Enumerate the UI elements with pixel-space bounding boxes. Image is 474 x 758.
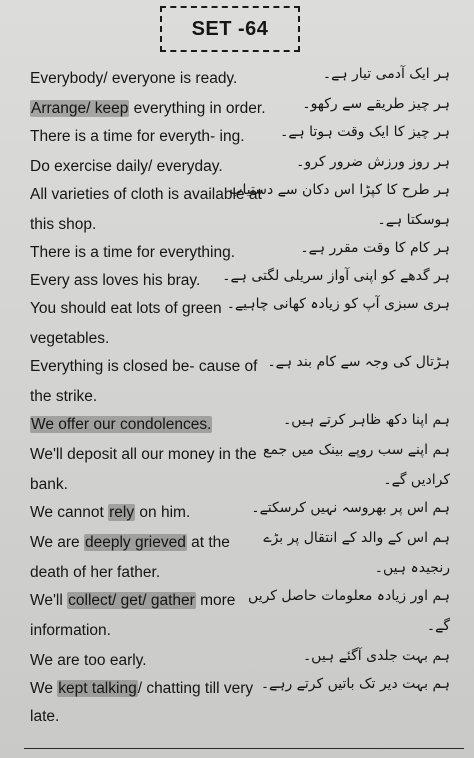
urdu-translation: ہڑتال کی وجہ سے کام بند ہے۔ — [267, 354, 450, 370]
urdu-translation: ہر طرح کا کپڑا اس دکان سے دستیاب — [229, 182, 450, 198]
urdu-translation: ہم بہت جلدی آگئے ہیں۔ — [302, 648, 450, 664]
phrase-row — [0, 354, 474, 386]
english-text: vegetables. — [30, 330, 110, 347]
urdu-translation: ہم بہت دیر تک باتیں کرتے رہے۔ — [260, 676, 450, 692]
english-text: death of her father. — [30, 564, 161, 581]
english-text-part: everything in order. — [129, 100, 266, 117]
english-text-part: on him. — [135, 504, 191, 521]
urdu-translation: ہر چیز کا ایک وقت ہوتا ہے۔ — [280, 124, 450, 140]
english-text-part: We cannot — [30, 504, 109, 521]
urdu-translation: ہر روز ورزش ضرور کرو۔ — [296, 154, 450, 170]
english-text: late. — [30, 708, 60, 725]
english-text-part: We are — [30, 534, 84, 551]
urdu-translation: ہر چیز طریقے سے رکھو۔ — [302, 96, 450, 112]
english-text-part: We'll — [30, 592, 68, 609]
english-text — [30, 680, 253, 698]
english-text-part: more — [195, 592, 236, 609]
phrase-row — [0, 588, 474, 620]
set-title: SET -64 — [191, 17, 269, 40]
phrase-row — [0, 442, 474, 474]
english-text: There is a time for everyth- ing. — [30, 128, 245, 145]
phrase-row — [0, 530, 474, 562]
english-text: Every ass loves his bray. — [30, 272, 201, 289]
urdu-translation: ہم اس کے والد کے انتقال پر بڑے — [263, 530, 450, 546]
urdu-translation: ہم اپنے سب روپے بینک میں جمع — [263, 442, 450, 458]
highlighted-phrase: kept talking — [58, 680, 137, 697]
english-text: the strike. — [30, 388, 98, 405]
english-text-part: at the — [186, 534, 230, 551]
urdu-translation: ہم اپنا دکھ ظاہر کرتے ہیں۔ — [283, 412, 450, 428]
phrase-row — [0, 704, 474, 736]
english-text: bank. — [30, 476, 68, 493]
phrase-row — [0, 296, 474, 328]
highlighted-phrase: deeply grieved — [85, 534, 186, 551]
urdu-translation: ہوسکتا ہے۔ — [377, 212, 450, 228]
highlighted-phrase: Arrange/ keep — [31, 100, 129, 117]
highlighted-phrase: rely — [109, 504, 135, 521]
urdu-translation: ہم اور زیادہ معلومات حاصل کریں — [248, 588, 450, 604]
urdu-translation: رنجیدہ ہیں۔ — [374, 560, 450, 576]
urdu-translation: ہر ایک آدمی تیار ہے۔ — [322, 66, 450, 82]
set-heading-box — [160, 6, 300, 52]
bottom-divider — [24, 748, 464, 749]
english-text-part: / chatting till very — [137, 680, 254, 697]
urdu-translation: ہری سبزی آپ کو زیادہ کھانی چاہیے۔ — [226, 296, 450, 312]
urdu-translation: ہم اس پر بھروسہ نہیں کرسکتے۔ — [251, 500, 450, 516]
phrase-row — [0, 618, 474, 650]
english-text: We are too early. — [30, 652, 147, 669]
phrase-row — [0, 124, 474, 156]
phrase-row — [0, 500, 474, 532]
english-text: Do exercise daily/ everyday. — [30, 158, 223, 175]
urdu-translation: ہر کام کا وقت مقرر ہے۔ — [300, 240, 450, 256]
english-text — [30, 416, 212, 434]
english-text-part: We — [30, 680, 58, 697]
english-text: You should eat lots of green — [30, 300, 222, 317]
urdu-translation: کرادیں گے۔ — [383, 472, 450, 488]
highlighted-phrase: We offer our condolences. — [31, 416, 212, 433]
english-text — [30, 534, 230, 552]
phrase-row — [0, 66, 474, 98]
highlighted-phrase: collect/ get/ gather — [68, 592, 195, 609]
urdu-translation: ہر گدھے کو اپنی آواز سریلی لگتی ہے۔ — [222, 268, 450, 284]
english-text: information. — [30, 622, 111, 639]
english-text: this shop. — [30, 216, 97, 233]
english-text: We'll deposit all our money in the — [30, 446, 257, 463]
phrase-row — [0, 412, 474, 444]
english-text — [30, 504, 190, 522]
english-text: All varieties of cloth is available at — [30, 186, 262, 203]
english-text: Everybody/ everyone is ready. — [30, 70, 238, 87]
phrase-row — [0, 182, 474, 214]
urdu-translation: گے۔ — [426, 618, 450, 634]
english-text — [30, 100, 266, 118]
english-text: Everything is closed be- cause of — [30, 358, 258, 375]
english-text — [30, 592, 235, 610]
english-text: There is a time for everything. — [30, 244, 236, 261]
